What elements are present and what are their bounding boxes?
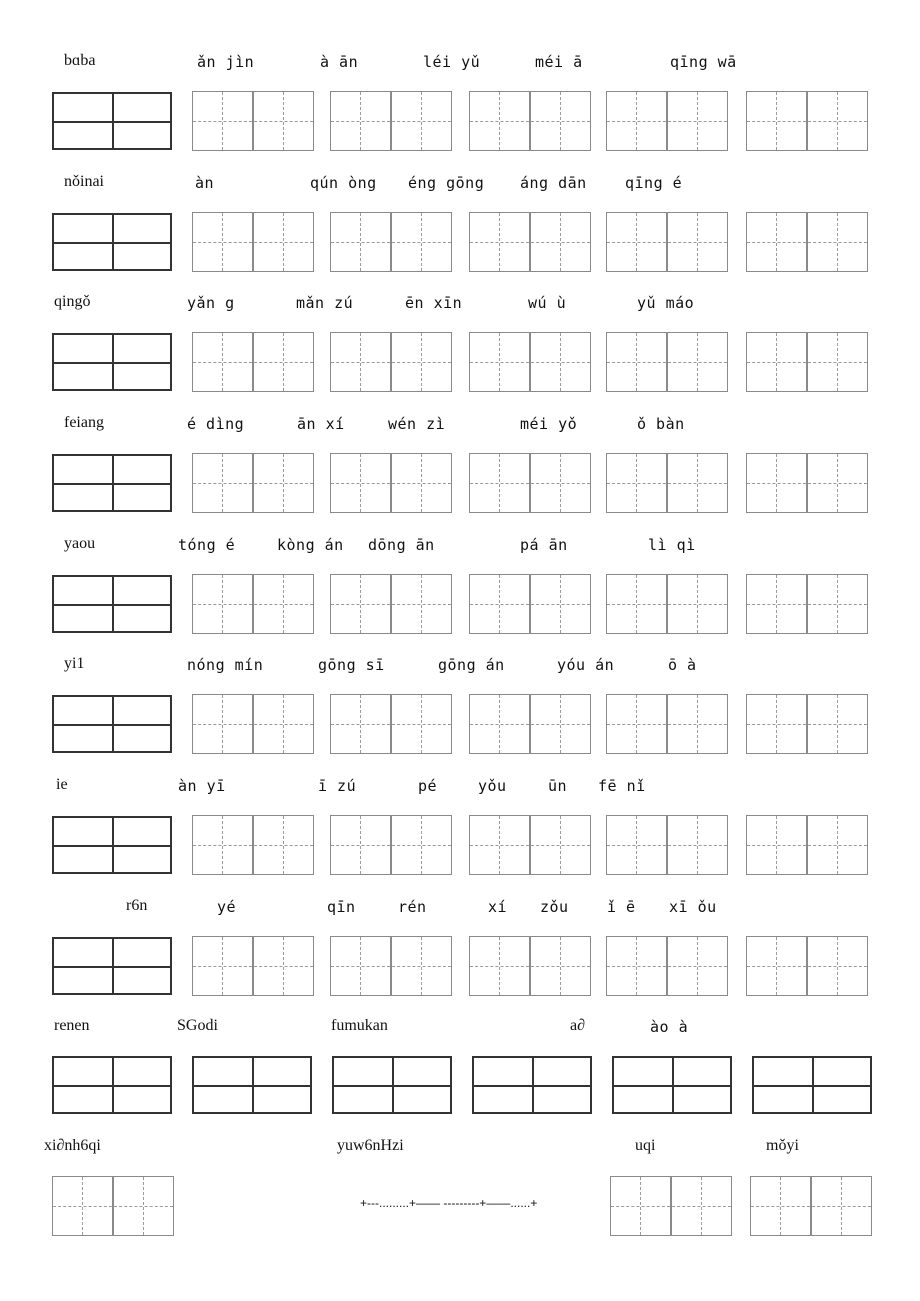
pinyin-word: pé — [418, 777, 438, 795]
pinyin-word: qīng wā — [670, 53, 737, 71]
tian-grid-box — [52, 695, 172, 753]
pinyin-word: áng dān — [520, 174, 587, 192]
writing-grid-box — [330, 332, 452, 392]
row-label: nǒinai — [64, 173, 104, 190]
writing-grid-box — [746, 332, 868, 392]
writing-grid-box — [606, 453, 728, 513]
pinyin-word: yǔ máo — [637, 294, 695, 312]
pinyin-word: yóu án — [557, 656, 615, 674]
pinyin-word: lì qì — [648, 536, 696, 554]
pinyin-word: ūn — [548, 777, 568, 795]
pinyin-word: gōng sī — [318, 656, 385, 674]
row-label: feiang — [64, 414, 104, 431]
pinyin-word: wú ù — [528, 294, 567, 312]
pinyin-word: qīn — [327, 898, 356, 916]
pinyin-word: àn — [195, 174, 215, 192]
pinyin-word: méi yǒ — [520, 415, 578, 433]
pinyin-word: léi yǔ — [423, 53, 481, 71]
row10-label-4: mǒyi — [766, 1137, 799, 1154]
pinyin-word: pá ān — [520, 536, 568, 554]
writing-grid-box — [606, 574, 728, 634]
pinyin-word: wén zì — [388, 415, 446, 433]
writing-grid-box — [606, 815, 728, 875]
row10-box-1 — [52, 1176, 174, 1236]
row-label: yaou — [64, 535, 96, 552]
row10-box-2 — [610, 1176, 732, 1236]
pinyin-word: yé — [217, 898, 237, 916]
tian-grid-box — [52, 937, 172, 995]
row9-label-5: ào à — [650, 1018, 689, 1036]
writing-grid-box — [330, 815, 452, 875]
writing-grid-box — [330, 212, 452, 272]
pinyin-word: ī zú — [318, 777, 357, 795]
pinyin-word: à ān — [320, 53, 359, 71]
writing-grid-box — [330, 91, 452, 151]
pinyin-word: nóng mín — [187, 656, 264, 674]
tian-grid-box — [52, 333, 172, 391]
pinyin-word: é dìng — [187, 415, 245, 433]
row-label: qingǒ — [54, 293, 91, 310]
writing-grid-box — [469, 815, 591, 875]
writing-grid-box — [330, 574, 452, 634]
pinyin-word: ō à — [668, 656, 697, 674]
row9-label-1: renen — [54, 1017, 90, 1034]
writing-grid-box — [606, 936, 728, 996]
writing-grid-box — [192, 574, 314, 634]
pinyin-word: fē nǐ — [598, 777, 646, 795]
row10-label-3: uqi — [635, 1137, 656, 1154]
pinyin-word: rén — [398, 898, 427, 916]
writing-grid-box — [746, 936, 868, 996]
pinyin-word: ǎn jìn — [197, 53, 255, 71]
pinyin-word: qún òng — [310, 174, 377, 192]
pinyin-word: kòng án — [277, 536, 344, 554]
row9-label-4: a∂ — [570, 1017, 586, 1034]
row10-box-3 — [750, 1176, 872, 1236]
writing-grid-box — [746, 91, 868, 151]
writing-grid-box — [606, 332, 728, 392]
pinyin-word: qīng é — [625, 174, 683, 192]
writing-grid-box — [192, 212, 314, 272]
pinyin-word: ǐ ē — [607, 898, 636, 916]
tian-grid-box — [52, 92, 172, 150]
row-label: r6n — [126, 897, 148, 914]
writing-grid-box — [192, 91, 314, 151]
writing-grid-box — [746, 453, 868, 513]
writing-grid-box — [192, 815, 314, 875]
tian-grid-box — [52, 575, 172, 633]
writing-grid-box — [469, 694, 591, 754]
writing-grid-box — [469, 453, 591, 513]
writing-grid-box — [469, 91, 591, 151]
tian-grid-box — [52, 454, 172, 512]
writing-grid-box — [469, 574, 591, 634]
pinyin-word: yǒu — [478, 777, 507, 795]
row-label: ie — [56, 776, 68, 793]
pinyin-word: yǎn g — [187, 294, 235, 312]
pinyin-word: mǎn zú — [296, 294, 354, 312]
pinyin-word: ēn xīn — [405, 294, 463, 312]
pinyin-word: ān xí — [297, 415, 345, 433]
pinyin-word: tóng é — [178, 536, 236, 554]
row-label: yi1 — [64, 655, 85, 672]
writing-grid-box — [606, 694, 728, 754]
writing-grid-box — [192, 936, 314, 996]
pinyin-word: xī ǒu — [669, 898, 717, 916]
row9-box-5 — [612, 1056, 732, 1114]
pinyin-word: gōng án — [438, 656, 505, 674]
pinyin-word: àn yī — [178, 777, 226, 795]
row9-box-6 — [752, 1056, 872, 1114]
writing-grid-box — [192, 453, 314, 513]
row9-label-3: fumukan — [331, 1017, 388, 1034]
writing-grid-box — [606, 91, 728, 151]
pinyin-word: éng gōng — [408, 174, 485, 192]
row9-box-2 — [192, 1056, 312, 1114]
pinyin-word: dōng ān — [368, 536, 435, 554]
row10-label-1: xi∂nh6qi — [44, 1137, 101, 1154]
writing-grid-box — [330, 453, 452, 513]
writing-grid-box — [746, 574, 868, 634]
row9-label-2: SGodi — [177, 1017, 218, 1034]
dotted-line: +---.........+—— ---------+——......+ — [360, 1196, 538, 1210]
writing-grid-box — [746, 694, 868, 754]
tian-grid-box — [52, 213, 172, 271]
writing-grid-box — [746, 212, 868, 272]
writing-grid-box — [746, 815, 868, 875]
pinyin-word: ǒ bàn — [637, 415, 685, 433]
writing-grid-box — [469, 212, 591, 272]
row9-box-3 — [332, 1056, 452, 1114]
writing-grid-box — [330, 936, 452, 996]
row-label: bɑba — [64, 52, 96, 69]
pinyin-word: méi ā — [535, 53, 583, 71]
writing-grid-box — [469, 332, 591, 392]
row10-label-2: yuw6nHzi — [337, 1137, 404, 1154]
row9-box-1 — [52, 1056, 172, 1114]
writing-grid-box — [192, 332, 314, 392]
writing-grid-box — [192, 694, 314, 754]
writing-grid-box — [606, 212, 728, 272]
pinyin-word: zǒu — [540, 898, 569, 916]
writing-grid-box — [330, 694, 452, 754]
row9-box-4 — [472, 1056, 592, 1114]
writing-grid-box — [469, 936, 591, 996]
tian-grid-box — [52, 816, 172, 874]
pinyin-word: xí — [488, 898, 508, 916]
